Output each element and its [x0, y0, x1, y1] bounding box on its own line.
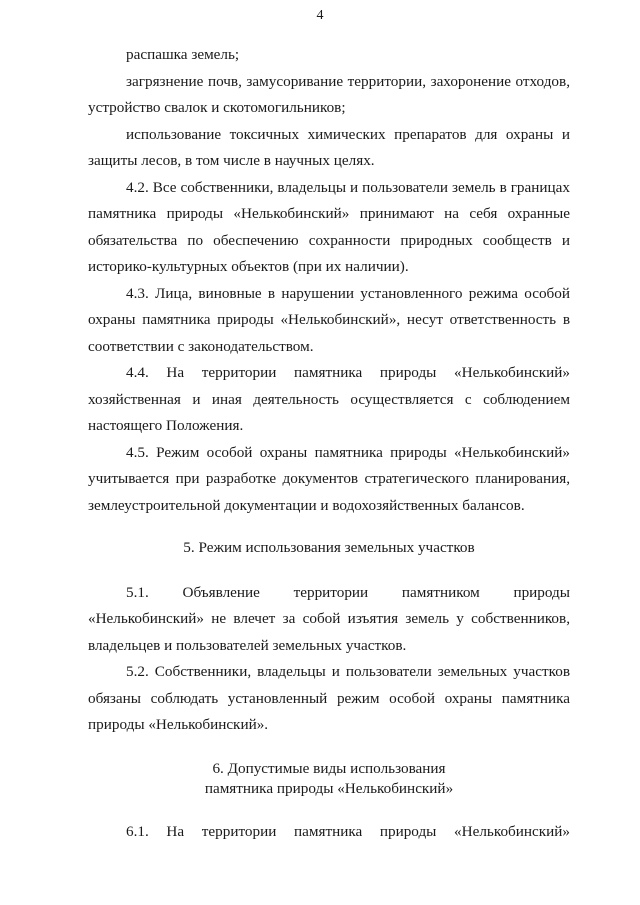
paragraph-4-4: 4.4. На территории памятника природы «Нелькобинский» хозяйственная и иная деятельность осуществляется с соблюдением настоящего Положения.	[88, 364, 570, 434]
paragraph-plowing: распашка земель;	[126, 46, 240, 63]
spacer	[88, 562, 570, 580]
paragraph-4-2: 4.2. Все собственники, владельцы и пользователи земель в границах памятника природы «Нелькобинский» принимают на себя охранные обязательства по обеспечению сохранности природных сообществ и историко-культурных объектов (при их наличии).	[88, 178, 570, 275]
spacer	[88, 799, 570, 819]
paragraph-toxic-chemicals: использование токсичных химических препаратов для охраны и защиты лесов, в том числе в научных целях.	[88, 125, 570, 169]
paragraph-4-5: 4.5. Режим особой охраны памятника природы «Нелькобинский» учитывается при разработке документов стратегического планирования, землеустроительной документации и водохозяйственных балансов.	[88, 443, 570, 514]
spacer	[88, 519, 570, 535]
document-body	[88, 42, 570, 845]
section-6-heading-line-1: 6. Допустимые виды использования	[212, 759, 446, 777]
section-6-heading-line-2: памятника природы «Нелькобинский»	[204, 779, 454, 797]
paragraph-4-3: 4.3. Лица, виновные в нарушении установленного режима особой охраны памятника природы «Нелькобинский», несут ответственность в соответствии с законодательством.	[88, 284, 570, 355]
spacer	[88, 739, 570, 759]
paragraph-pollution: загрязнение почв, замусоривание территории, захоронение отходов, устройство свалок и скотомогильников;	[88, 72, 570, 116]
section-5-heading: 5. Режим использования земельных участков	[183, 539, 475, 556]
page-number: 4	[316, 8, 324, 23]
paragraph-6-1: 6.1. На территории памятника природы «Нелькобинский»	[126, 822, 570, 840]
section-6-heading	[88, 759, 570, 799]
paragraph-5-2: 5.2. Собственники, владельцы и пользователи земельных участков обязаны соблюдать установленный режим особой охраны памятника природы «Нелькобинский».	[88, 663, 570, 733]
paragraph-5-1: 5.1. Объявление территории памятником природы «Нелькобинский» не влечет за собой изъятия земель у собственников, владельцев и пользователей земельных участков.	[88, 583, 570, 654]
